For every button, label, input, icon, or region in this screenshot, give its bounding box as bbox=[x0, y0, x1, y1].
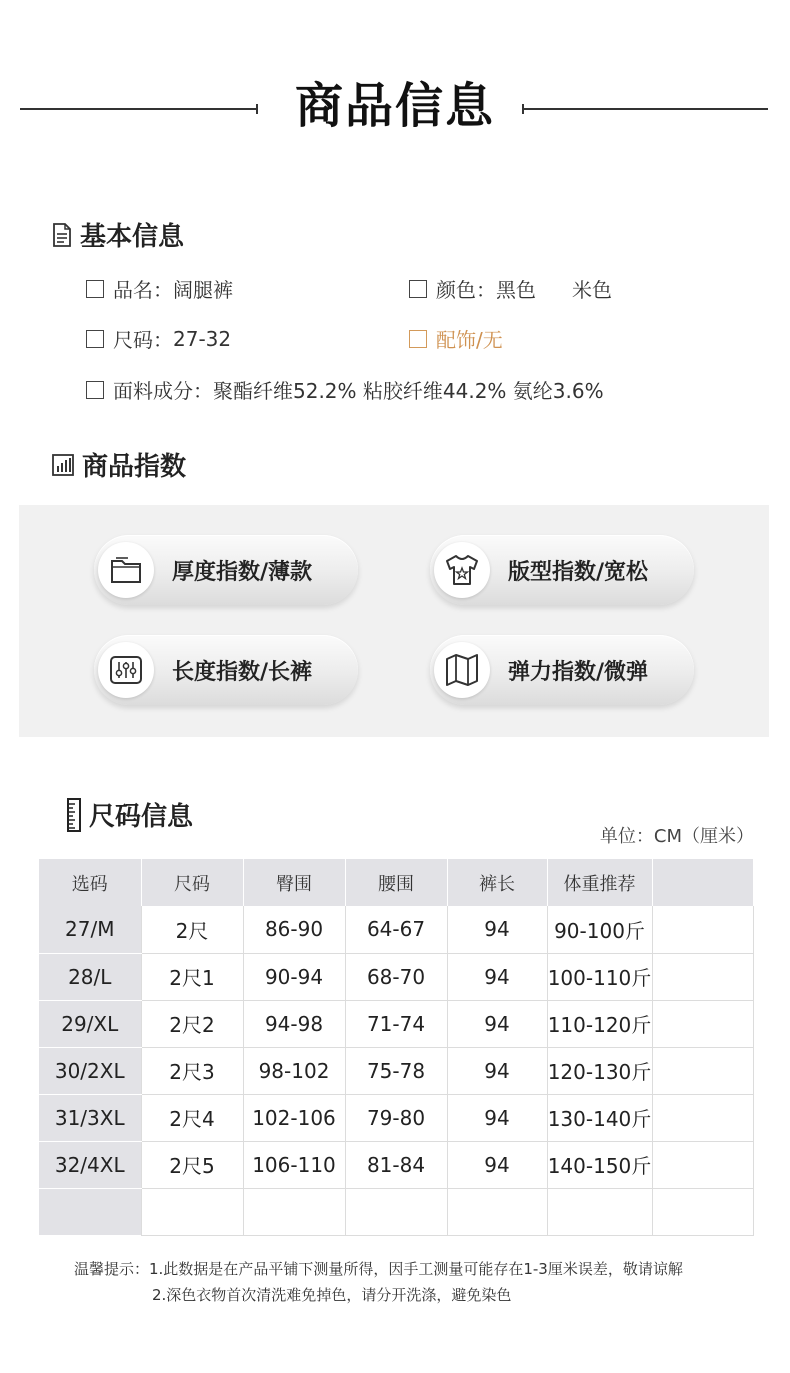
header-cell: 裤长 bbox=[447, 859, 547, 906]
table-cell: 2尺2 bbox=[141, 1000, 243, 1047]
size-range-row bbox=[86, 324, 231, 353]
size-range-value: 27-32 bbox=[173, 326, 232, 351]
thickness-index-pill bbox=[94, 535, 358, 605]
table-cell: 90-94 bbox=[243, 953, 345, 1000]
table-row bbox=[39, 1188, 753, 1235]
table-cell bbox=[547, 1188, 652, 1235]
table-cell: 110-120斤 bbox=[547, 1000, 652, 1047]
table-cell: 140-150斤 bbox=[547, 1141, 652, 1188]
index-heading bbox=[52, 446, 186, 483]
fabric-label: 面料成分： bbox=[113, 379, 213, 403]
care-notes bbox=[74, 1256, 683, 1308]
checkbox-icon bbox=[86, 381, 104, 399]
table-row bbox=[39, 906, 753, 953]
checkbox-icon bbox=[86, 330, 104, 348]
table-cell: 94 bbox=[447, 953, 547, 1000]
length-index-pill bbox=[94, 635, 358, 705]
size-range-label: 尺码： bbox=[113, 328, 173, 352]
color-value-black: 黑色 bbox=[496, 278, 536, 302]
table-cell bbox=[652, 1094, 753, 1141]
table-cell: 94 bbox=[447, 1141, 547, 1188]
product-name-value: 阔腿裤 bbox=[173, 278, 233, 302]
table-cell bbox=[39, 1188, 141, 1235]
header-cell: 尺码 bbox=[141, 859, 243, 906]
table-cell: 68-70 bbox=[345, 953, 447, 1000]
index-panel bbox=[19, 505, 769, 737]
header-cell bbox=[652, 859, 753, 906]
accessory-row bbox=[409, 324, 503, 353]
table-cell: 2尺3 bbox=[141, 1047, 243, 1094]
table-cell bbox=[345, 1188, 447, 1235]
table-cell: 30/2XL bbox=[39, 1047, 141, 1094]
table-cell: 106-110 bbox=[243, 1141, 345, 1188]
basic-info-title: 基本信息 bbox=[80, 222, 185, 252]
size-info-heading bbox=[67, 796, 193, 833]
bar-chart-icon bbox=[52, 454, 74, 476]
elastic-index-label: 弹力指数/微弹 bbox=[508, 659, 649, 685]
table-row bbox=[39, 1141, 753, 1188]
color-value-beige: 米色 bbox=[572, 278, 612, 302]
table-cell: 90-100斤 bbox=[547, 906, 652, 953]
note-line-2: 2.深色衣物首次清洗难免掉色，请分开洗涤，避免染色 bbox=[152, 1286, 512, 1304]
title-divider-right bbox=[522, 108, 768, 110]
table-cell: 31/3XL bbox=[39, 1094, 141, 1141]
table-cell: 81-84 bbox=[345, 1141, 447, 1188]
table-cell: 94-98 bbox=[243, 1000, 345, 1047]
table-cell: 27/M bbox=[39, 906, 141, 953]
sliders-icon bbox=[109, 655, 143, 685]
table-cell: 2尺 bbox=[141, 906, 243, 953]
product-name-label: 品名： bbox=[113, 278, 173, 302]
table-cell bbox=[652, 953, 753, 1000]
table-cell: 94 bbox=[447, 1000, 547, 1047]
table-cell: 28/L bbox=[39, 953, 141, 1000]
unit-label: 单位：CM（厘米） bbox=[599, 826, 754, 847]
checkbox-icon bbox=[409, 330, 427, 348]
header-cell: 腰围 bbox=[345, 859, 447, 906]
table-cell bbox=[447, 1188, 547, 1235]
table-row bbox=[39, 1094, 753, 1141]
color-row bbox=[409, 274, 612, 303]
basic-info-heading bbox=[52, 216, 184, 253]
table-cell: 94 bbox=[447, 1094, 547, 1141]
header-cell: 体重推荐 bbox=[547, 859, 652, 906]
table-cell bbox=[652, 1047, 753, 1094]
table-cell: 71-74 bbox=[345, 1000, 447, 1047]
fit-index-label: 版型指数/宽松 bbox=[508, 559, 649, 585]
folder-icon bbox=[108, 555, 144, 585]
table-cell: 79-80 bbox=[345, 1094, 447, 1141]
length-index-label: 长度指数/长裤 bbox=[172, 659, 313, 685]
table-cell bbox=[652, 906, 753, 953]
document-icon bbox=[52, 223, 72, 247]
table-cell: 86-90 bbox=[243, 906, 345, 953]
fabric-value: 聚酯纤维52.2% 粘胶纤维44.2% 氨纶3.6% bbox=[213, 379, 604, 403]
thickness-index-label: 厚度指数/薄款 bbox=[172, 559, 313, 585]
table-cell: 2尺4 bbox=[141, 1094, 243, 1141]
table-row bbox=[39, 953, 753, 1000]
table-cell: 94 bbox=[447, 906, 547, 953]
table-cell: 94 bbox=[447, 1047, 547, 1094]
checkbox-icon bbox=[86, 280, 104, 298]
index-title: 商品指数 bbox=[82, 452, 187, 482]
page-title: 商品信息 bbox=[294, 78, 495, 134]
header-cell: 臀围 bbox=[243, 859, 345, 906]
table-cell: 102-106 bbox=[243, 1094, 345, 1141]
fit-index-pill bbox=[430, 535, 694, 605]
product-name-row bbox=[86, 274, 233, 303]
table-cell: 64-67 bbox=[345, 906, 447, 953]
table-row bbox=[39, 1047, 753, 1094]
size-table-header bbox=[39, 859, 753, 906]
table-cell bbox=[243, 1188, 345, 1235]
color-label: 颜色： bbox=[436, 278, 496, 302]
table-cell: 100-110斤 bbox=[547, 953, 652, 1000]
table-cell: 32/4XL bbox=[39, 1141, 141, 1188]
table-row bbox=[39, 1000, 753, 1047]
table-cell bbox=[652, 1141, 753, 1188]
table-cell: 29/XL bbox=[39, 1000, 141, 1047]
table-cell bbox=[652, 1188, 753, 1235]
size-table bbox=[39, 859, 754, 1236]
table-cell bbox=[652, 1000, 753, 1047]
accessory-text: 配饰/无 bbox=[436, 328, 503, 352]
header-cell: 选码 bbox=[39, 859, 141, 906]
folded-map-icon bbox=[444, 653, 480, 687]
table-cell: 2尺5 bbox=[141, 1141, 243, 1188]
tshirt-icon bbox=[444, 553, 480, 587]
table-cell: 2尺1 bbox=[141, 953, 243, 1000]
ruler-icon bbox=[67, 798, 81, 832]
table-cell: 75-78 bbox=[345, 1047, 447, 1094]
elastic-index-pill bbox=[430, 635, 694, 705]
table-cell bbox=[141, 1188, 243, 1235]
note-line-1: 温馨提示：1.此数据是在产品平铺下测量所得，因手工测量可能存在1-3厘米误差，敬请谅解 bbox=[74, 1260, 683, 1278]
size-info-title: 尺码信息 bbox=[89, 802, 194, 832]
table-cell: 130-140斤 bbox=[547, 1094, 652, 1141]
table-cell: 98-102 bbox=[243, 1047, 345, 1094]
fabric-row bbox=[86, 375, 604, 404]
table-cell: 120-130斤 bbox=[547, 1047, 652, 1094]
checkbox-icon bbox=[409, 280, 427, 298]
